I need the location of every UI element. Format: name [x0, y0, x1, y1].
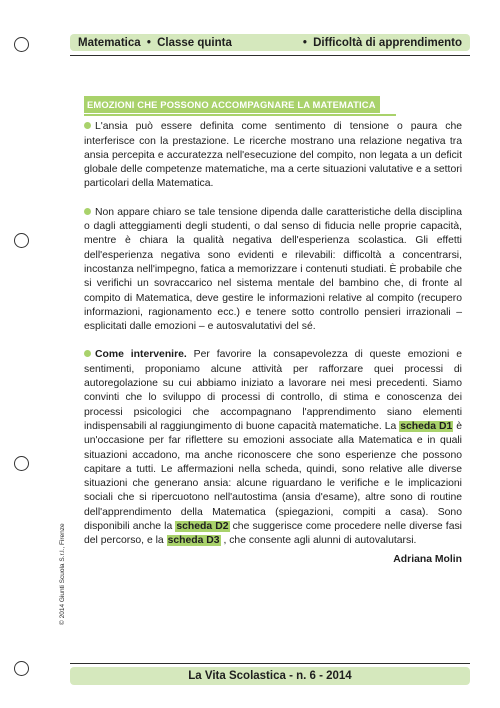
- scheda-d1-ref: scheda D1: [400, 420, 453, 432]
- paragraph-2-text: Non appare chiaro se tale tensione dipenda dalle caratteristiche della disciplina o dagli atteggiamenti degli studenti, o dal senso di fiducia nelle proprie capacità, mentre è chiara la qualità negativa dell'esperienza scolastica. Gli effetti dell'esperienza negativa sono evidenti e rilevabili: difficoltà a concentrarsi, incostanza nell'impegno, fatica a memorizzare i contenuti studiati. È probabile che si verifichi un sovraccarico nel sistema mentale del bambino che, di fronte al compito di Matematica, deve gestire le informazioni relative al compito (recupero informazioni, ragionamento ecc.) e tenere sotto controllo pensieri irrazionali – esplicitati dalle emozioni – e autosvalutativi del sé.: [84, 206, 462, 333]
- paragraph-3-text-a: Per favorire la consapevolezza di queste emozioni e sentimenti, proponiamo alcune attività per rafforzare quei processi di autoregolazione su cui abbiamo iniziato a lavorare nei mesi precedenti. Siamo convinti che lo sviluppo di processi di controllo, di stima e conoscenza dei processi psicologici che accompagnano l'apprendimento siano elementi indispensabili al raggiungimento di buone capacità matematiche. La: [84, 349, 462, 432]
- header-subject: Matematica: [78, 36, 141, 49]
- paragraph-1-text: L'ansia può essere definita come sentimento di tensione o paura che interferisce con la prestazione. Le ricerche mostrano una relazione negativa tra ansia percepita e accuratezza nell'esecuzione del compito, non legata a un deficit globale delle competenze matematiche, ma a certe situazioni valutative e a settori particolari della Matematica.: [84, 121, 462, 190]
- paragraph-3-text-c: che suggerisce come procedere nelle diverse fasi del percorso, e la: [84, 521, 462, 547]
- paragraph-1: [84, 120, 462, 191]
- paragraph-2: [84, 206, 462, 335]
- header-separator-2: •: [302, 36, 307, 49]
- header-right: [300, 37, 462, 49]
- paragraph-3: [84, 348, 462, 548]
- footer-rule: [70, 663, 470, 664]
- footer-publication: La Vita Scolastica - n. 6 - 2014: [188, 670, 352, 682]
- header-topic: Difficoltà di apprendimento: [313, 36, 462, 49]
- bullet-dot-icon: [84, 122, 91, 129]
- paragraph-3-text-b: è un'occasione per far riflettere su emozioni associate alla Matematica e in quali situazioni accadono, ma anche riconoscere che sono esperienze che possono capitare a tutti. Le affermazioni nella scheda, quindi, sono relative alle diverse situazioni che generano ansia: alcune riguardano le verifiche e le implicazioni sociali che si ripercuotono nell'autostima (ansia d'esame), altre sono di routine dell'apprendimento della Matematica (spiegazioni, compiti a casa). Sono disponibili anche la: [84, 420, 463, 533]
- binder-hole-4: [14, 661, 29, 676]
- paragraph-3-text-d: , che consente agli alunni di autovalutarsi.: [220, 535, 417, 547]
- page-header: [70, 34, 470, 51]
- page-footer: [70, 667, 470, 685]
- header-separator: •: [146, 36, 151, 49]
- author-signature: Adriana Molin: [393, 553, 462, 565]
- bullet-dot-icon: [84, 208, 91, 215]
- section-title: EMOZIONI CHE POSSONO ACCOMPAGNARE LA MATEMATICA: [84, 96, 380, 113]
- scheda-d2-ref: scheda D2: [176, 521, 229, 533]
- scheda-d3-ref: scheda D3: [167, 535, 220, 547]
- article-body: [84, 96, 462, 567]
- paragraph-3-heading: Come intervenire.: [95, 349, 187, 361]
- header-rule: [70, 55, 470, 56]
- binder-hole-3: [14, 456, 29, 471]
- header-grade: Classe quinta: [157, 36, 232, 49]
- bullet-dot-icon: [84, 350, 91, 357]
- header-left: [78, 37, 232, 49]
- section-title-underline: [84, 114, 396, 116]
- binder-hole-2: [14, 233, 29, 248]
- copyright-notice: © 2014 Giunti Scuola S.r.l., Firenze: [59, 523, 66, 625]
- binder-hole-1: [14, 37, 29, 52]
